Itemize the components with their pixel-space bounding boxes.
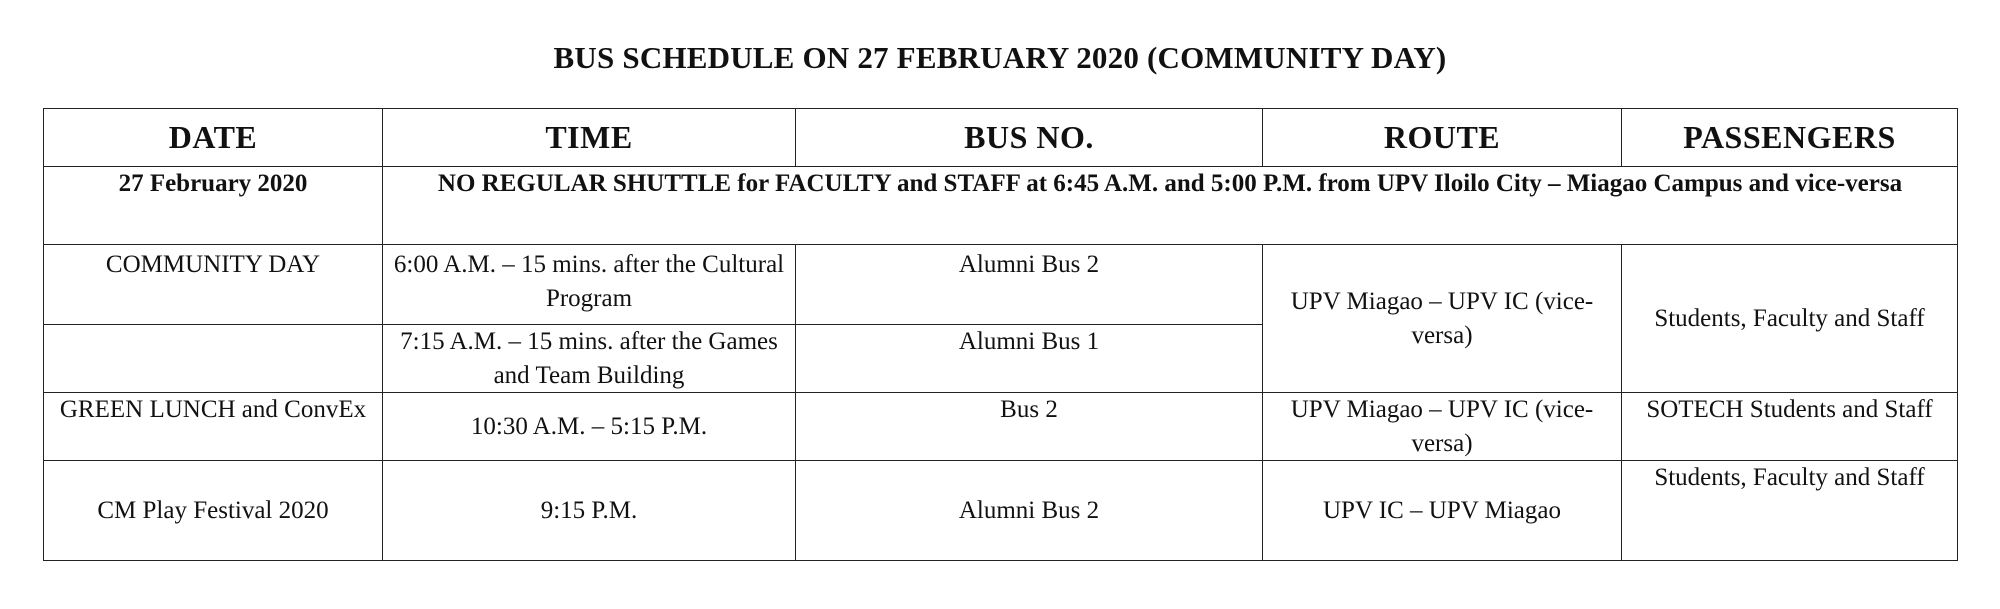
time-cell: 6:00 A.M. – 15 mins. after the Cultural Program	[383, 245, 796, 325]
header-bus-no: BUS NO.	[796, 109, 1263, 167]
header-date: DATE	[44, 109, 383, 167]
table-row	[44, 393, 1958, 461]
notice-date-cell: 27 February 2020	[44, 167, 383, 245]
event-cell: GREEN LUNCH and ConvEx	[44, 393, 383, 461]
document-title: BUS SCHEDULE ON 27 FEBRUARY 2020 (COMMUNITY DAY)	[553, 40, 1447, 75]
header-row	[44, 109, 1958, 167]
bus-cell: Alumni Bus 2	[796, 245, 1263, 325]
no-shuttle-notice: NO REGULAR SHUTTLE for FACULTY and STAFF at 6:45 A.M. and 5:00 P.M. from UPV Iloilo City – Miagao Campus and vice-versa	[383, 167, 1958, 245]
bus-schedule-table	[43, 108, 1958, 561]
event-cell	[44, 325, 383, 393]
route-cell: UPV Miagao – UPV IC (vice-versa)	[1263, 393, 1622, 461]
header-time: TIME	[383, 109, 796, 167]
event-cell: COMMUNITY DAY	[44, 245, 383, 325]
bus-cell: Alumni Bus 2	[796, 461, 1263, 561]
route-cell: UPV IC – UPV Miagao	[1263, 461, 1622, 561]
table-row	[44, 245, 1958, 325]
header-route: ROUTE	[1263, 109, 1622, 167]
passengers-cell: SOTECH Students and Staff	[1622, 393, 1958, 461]
time-cell: 9:15 P.M.	[383, 461, 796, 561]
event-cell: CM Play Festival 2020	[44, 461, 383, 561]
header-passengers: PASSENGERS	[1622, 109, 1958, 167]
passengers-cell: Students, Faculty and Staff	[1622, 245, 1958, 393]
route-cell: UPV Miagao – UPV IC (vice-versa)	[1263, 245, 1622, 393]
bus-cell: Bus 2	[796, 393, 1263, 461]
time-cell: 10:30 A.M. – 5:15 P.M.	[383, 393, 796, 461]
bus-cell: Alumni Bus 1	[796, 325, 1263, 393]
time-cell: 7:15 A.M. – 15 mins. after the Games and Team Building	[383, 325, 796, 393]
passengers-cell: Students, Faculty and Staff	[1622, 461, 1958, 561]
notice-row	[44, 167, 1958, 245]
table-row	[44, 461, 1958, 561]
